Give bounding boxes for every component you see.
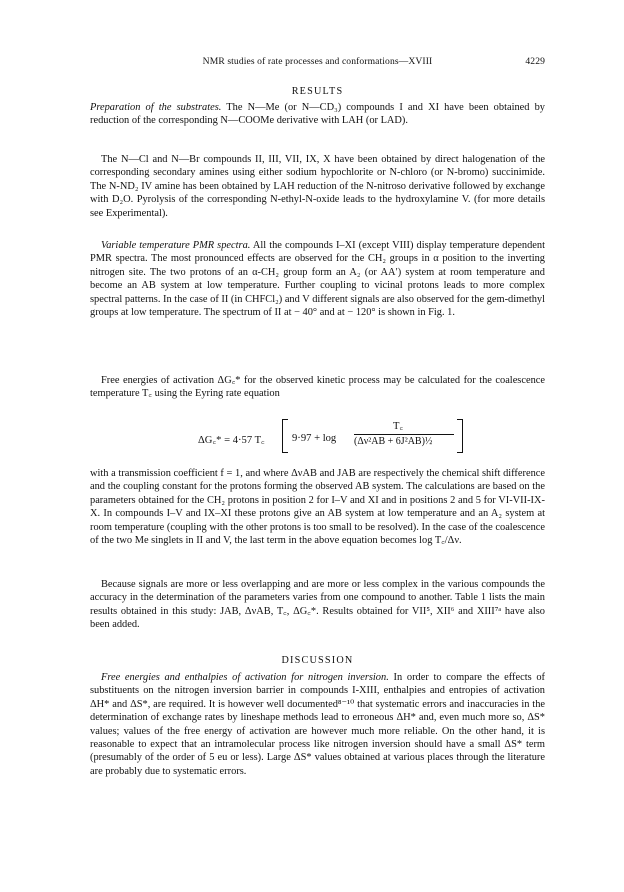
equation-numerator: T꜀: [393, 421, 404, 432]
results-heading: RESULTS: [291, 86, 344, 97]
discussion-text-energies: In order to compare the effects of substituents on the nitrogen inversion barrier in compounds I-XIII, enthalpies and entropies of activation ΔH* and ΔS*, are required. It is however well documented⁸⁻¹⁰ that systematic errors and inaccuracies in the determination of exchange rates by lineshape methods lead to erroneous ΔH* and, even much more so, ΔS* values; values of the free energy of activation are however much more reliable. On the other hand, it is reasonable to expect that an intramolecular process like nitrogen inversion should have a small ΔS* term (presumably of the order of 5 eu or less). Large ΔS* values obtained at various places through the literature are probably due to systematic errors.: [90, 672, 545, 777]
discussion-paragraph-energies: [90, 671, 545, 778]
equation-denominator: (Δν²AB + 6J²AB)½: [354, 436, 433, 447]
equation-left-bracket: [282, 419, 288, 453]
equation-log-term: 9·97 + log: [292, 433, 337, 444]
results-paragraph-free-energy: Free energies of activation ΔG꜀* for the observed kinetic process may be calculated for the coalescence temperature T꜀ using the Eyring rate equation: [90, 375, 545, 400]
equation-right-bracket: [457, 419, 463, 453]
discussion-subheading-energies: Free energies and enthalpies of activation for nitrogen inversion.: [101, 672, 389, 683]
results-text-spectra: All the compounds I–XI (except VIII) display temperature dependent PMR spectra. The most pronounced effects are observed for the CH₂ groups in α position to the inverting nitrogen site. The two protons of an α-CH₂ group form an A₂ (or AA′) system at room temperature and become an AB system at low temperature. Further coupling to vicinal protons leads to more complex spectral patterns. In the case of II (in CHFCl₂) and V different signals are also observed for the gem-dimethyl groups at low temperature. The spectrum of II at − 40° and at − 120° is shown in Fig. 1.: [90, 240, 545, 319]
results-text-preparation: The N—Me (or N—CD₃) compounds I and XI have been obtained by reduction of the corresponding N—COOMe derivative with LAH (or LAD).: [90, 102, 545, 127]
running-title: NMR studies of rate processes and conformations—XVIII: [202, 56, 433, 67]
results-paragraph-spectra: [90, 239, 545, 319]
running-head: [90, 56, 545, 67]
results-paragraph-accuracy: Because signals are more or less overlapping and are more or less complex in the various compounds the accuracy in the determination of the parameters varies from one compound to another. Table 1 lists the main results obtained in this study: JAB, ΔνAB, T꜀, ΔG꜀*. Results obtained for VII⁵, XII⁶ and XIII⁷ᵃ have also been added.: [90, 579, 545, 631]
equation-lhs: ΔG꜀* = 4·57 T꜀: [198, 435, 265, 446]
results-paragraph-preparation: [90, 101, 545, 128]
results-subheading-spectra: Variable temperature PMR spectra.: [101, 240, 251, 251]
discussion-heading: DISCUSSION: [281, 655, 354, 666]
results-paragraph-parameters: with a transmission coefficient f = 1, and where ΔνAB and JAB are respectively the chemical shift difference and the coupling constant for the protons forming the observed AB system. The calculations are based on the parameters obtained for the CH₂ protons in position 2 for I–V and XI and in positions 2 and 5 for VI-VII-IX-X. In compounds I–V and IX–XI these protons give an AB system at low temperature and an A₂ system at room temperature (coupling with the other protons is too small to be resolved). In the case of the coalescence of the two Me singlets in II and V, the last term in the above equation becomes log T꜀/Δν.: [90, 468, 545, 547]
page-number: 4229: [525, 56, 545, 67]
eyring-equation: [90, 417, 545, 457]
results-paragraph-halogenation: The N—Cl and N—Br compounds II, III, VII, IX, X have been obtained by direct halogenation of the corresponding secondary amines using either sodium hypochlorite or N-chloro (or N-bromo) succinimide. The N-ND₂ IV amine has been obtained by LAH reduction of the N-nitroso derivative followed by exchange with D₂O. Pyrolysis of the corresponding N-ethyl-N-oxide leads to the hydroxylamine V. (for more details see Experimental).: [90, 154, 545, 219]
equation-fraction-bar: [354, 434, 454, 435]
results-subheading-preparation: Preparation of the substrates.: [90, 102, 222, 113]
